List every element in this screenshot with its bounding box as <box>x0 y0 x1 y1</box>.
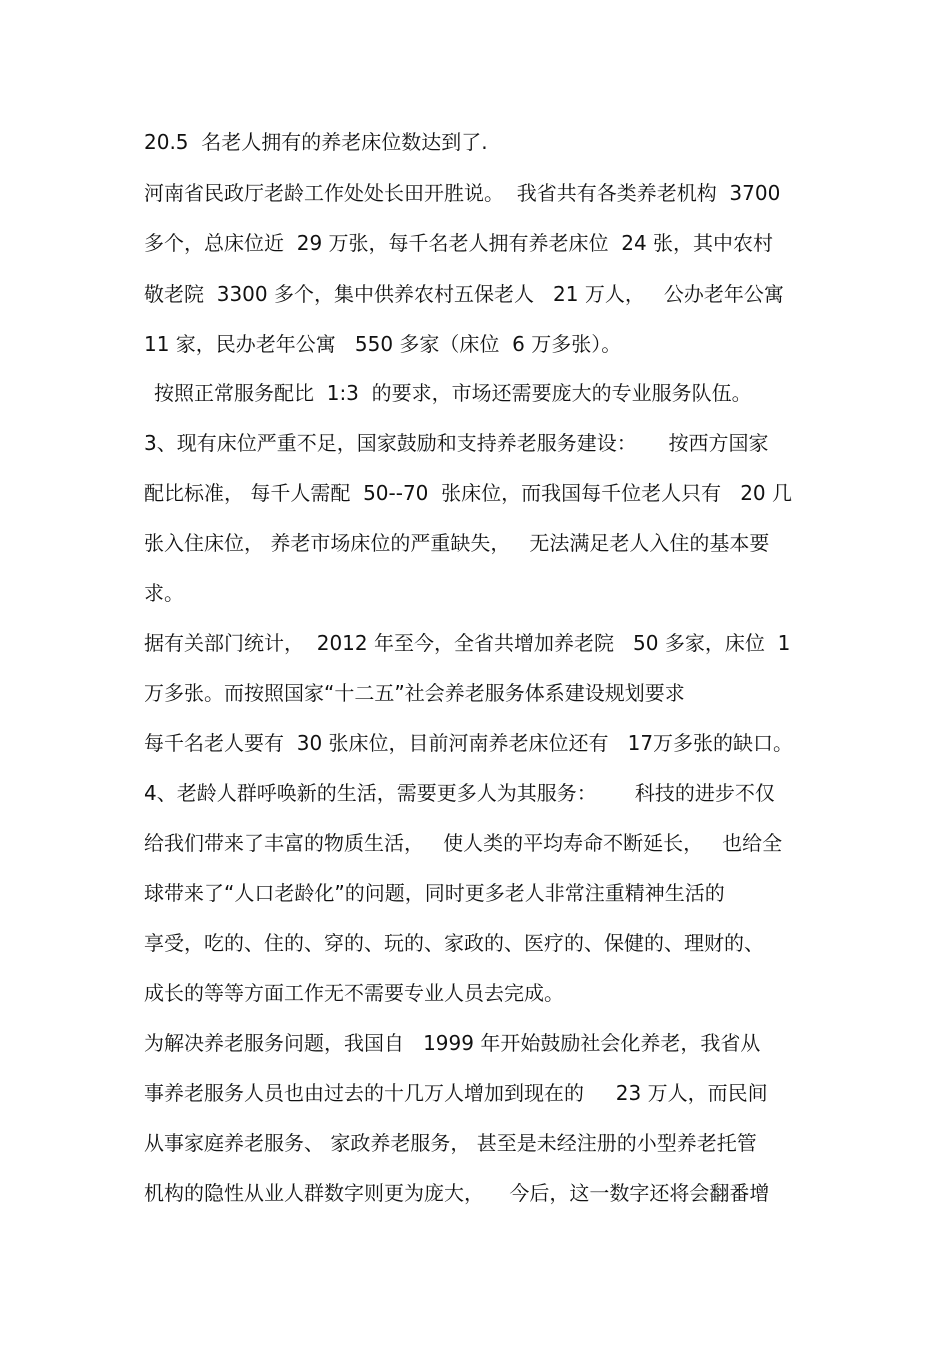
text-line: 敬老院 3300 多个，集中供养农村五保老人 21 万人， 公办老年公寓 <box>144 282 784 306</box>
text-line: 从事家庭养老服务、 家政养老服务， 甚至是未经注册的小型养老托管 <box>144 1131 757 1155</box>
text-line: 11 家，民办老年公寓 550 多家（床位 6 万多张）。 <box>144 332 622 356</box>
text-line: 为解决养老服务问题，我国自 1999 年开始鼓励社会化养老，我省从 <box>144 1031 761 1055</box>
text-line: 机构的隐性从业人群数字则更为庞大， 今后，这一数字还将会翻番增 <box>144 1181 770 1205</box>
text-line: 成长的等等方面工作无不需要专业人员去完成。 <box>144 981 564 1005</box>
text-line: 万多张。而按照国家“十二五”社会养老服务体系建设规划要求 <box>144 681 685 705</box>
text-line: 4、老龄人群呼唤新的生活，需要更多人为其服务： 科技的进步不仅 <box>144 781 775 805</box>
text-line: 事养老服务人员也由过去的十几万人增加到现在的 23 万人，而民间 <box>144 1081 768 1105</box>
text-line: 按照正常服务配比 1:3 的要求，市场还需要庞大的专业服务队伍。 <box>154 381 752 405</box>
text-line: 球带来了“人口老龄化”的问题，同时更多老人非常注重精神生活的 <box>144 881 725 905</box>
text-line: 据有关部门统计， 2012 年至今，全省共增加养老院 50 多家，床位 1 <box>144 631 791 655</box>
text-line: 河南省民政厅老龄工作处处长田开胜说。 我省共有各类养老机构 3700 <box>144 181 781 205</box>
text-line: 多个，总床位近 29 万张，每千名老人拥有养老床位 24 张，其中农村 <box>144 231 774 255</box>
text-line: 20.5 名老人拥有的养老床位数达到了. <box>144 130 488 154</box>
text-line: 配比标准， 每千人需配 50--70 张床位，而我国每千位老人只有 20 几 <box>144 481 792 505</box>
text-line: 3、现有床位严重不足，国家鼓励和支持养老服务建设： 按西方国家 <box>144 431 769 455</box>
text-line: 求。 <box>144 581 184 605</box>
text-line: 给我们带来了丰富的物质生活， 使人类的平均寿命不断延长， 也给全 <box>144 831 783 855</box>
text-line: 每千名老人要有 30 张床位，目前河南养老床位还有 17万多张的缺口。 <box>144 731 794 755</box>
text-line: 张入住床位， 养老市场床位的严重缺失， 无法满足老人入住的基本要 <box>144 531 770 555</box>
text-line: 享受，吃的、住的、穿的、玩的、家政的、医疗的、保健的、理财的、 <box>144 931 764 955</box>
